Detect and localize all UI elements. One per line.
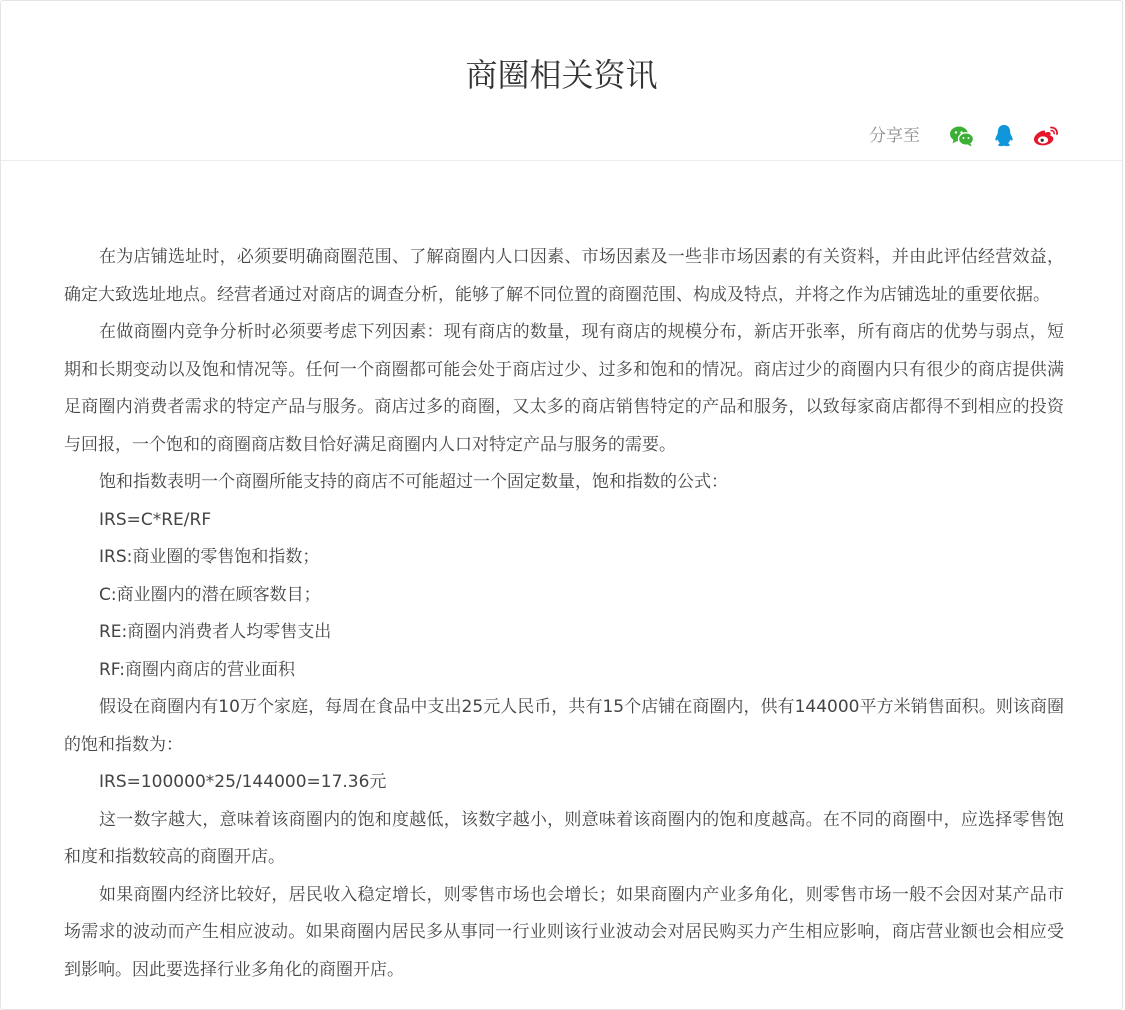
article-body xyxy=(64,239,1064,989)
weibo-icon[interactable] xyxy=(1032,122,1060,150)
share-bar xyxy=(869,121,1060,151)
formula: IRS=C*RE/RF xyxy=(99,509,212,530)
paragraph: 如果商圈内经济比较好，居民收入稳定增长，则零售市场也会增长；如果商圈内产业多角化，则零售市场一般不会因对某产品市场需求的波动而产生相应波动。如果商圈内居民多从事同一行业则该行业波动会对居民购买力产生相应影响，商店营业额也会相应受到影响。因此要选择行业多角化的商圈开店。 xyxy=(64,884,1064,980)
page-title: 商圈相关资讯 xyxy=(465,56,658,94)
formula-definition: RE:商圈内消费者人均零售支出 xyxy=(99,622,332,642)
paragraph: 在做商圈内竞争分析时必须要考虑下列因素：现有商店的数量，现有商店的规模分布，新店开张率，所有商店的优势与弱点，短期和长期变动以及饱和情况等。任何一个商圈都可能会处于商店过少、过多和饱和的情况。商店过少的商圈内只有很少的商店提供满足商圈内消费者需求的特定产品与服务。商店过多的商圈，又太多的商店销售特定的产品和服务，以致每家商店都得不到相应的投资与回报，一个饱和的商圈商店数目恰好满足商圈内人口对特定产品与服务的需要。 xyxy=(64,322,1064,455)
formula-definition: RF:商圈内商店的营业面积 xyxy=(99,659,295,680)
article-header xyxy=(1,1,1122,161)
formula-definition: IRS:商业圈的零售饱和指数； xyxy=(99,547,320,567)
formula: IRS=100000*25/144000=17.36元 xyxy=(99,772,387,792)
formula-definition: C:商业圈内的潜在顾客数目； xyxy=(99,584,321,605)
wechat-icon[interactable] xyxy=(948,122,976,150)
paragraph: 在为店铺选址时，必须要明确商圈范围、了解商圈内人口因素、市场因素及一些非市场因素的有关资料，并由此评估经营效益，确定大致选址地点。经营者通过对商店的调查分析，能够了解不同位置的商圈范围、构成及特点，并将之作为店铺选址的重要依据。 xyxy=(64,247,1064,305)
paragraph: 饱和指数表明一个商圈所能支持的商店不可能超过一个固定数量，饱和指数的公式： xyxy=(99,472,728,492)
share-label: 分享至 xyxy=(869,126,920,146)
paragraph: 这一数字越大，意味着该商圈内的饱和度越低，该数字越小，则意味着该商圈内的饱和度越高。在不同的商圈中，应选择零售饱和度和指数较高的商圈开店。 xyxy=(64,809,1064,867)
qq-icon[interactable] xyxy=(990,122,1018,150)
paragraph: 假设在商圈内有10万个家庭，每周在食品中支出25元人民币，共有15个店铺在商圈内，供有144000平方米销售面积。则该商圈的饱和指数为： xyxy=(64,697,1064,755)
